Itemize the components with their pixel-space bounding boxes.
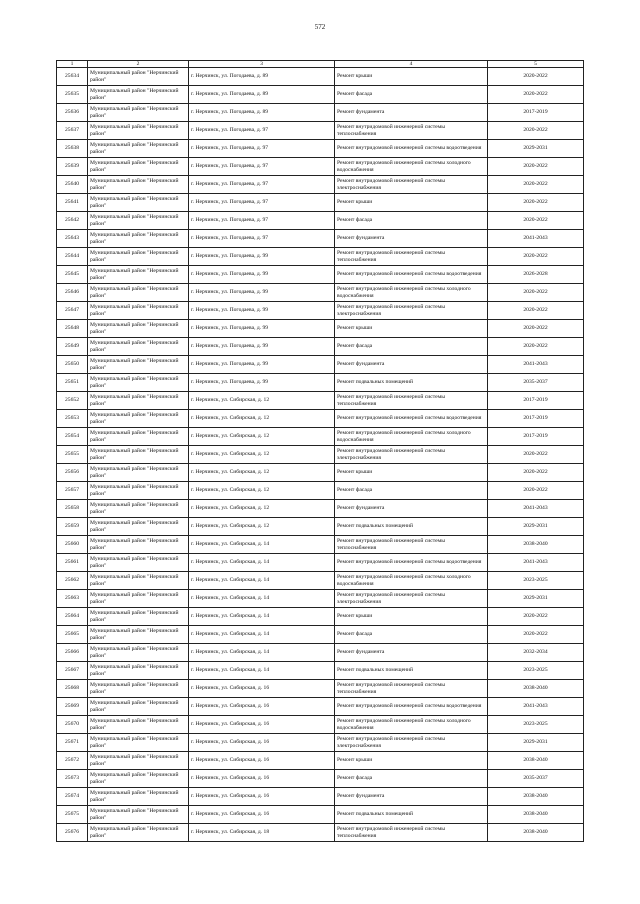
table-row [57,410,584,428]
period-cell: 2041-2043 [488,356,584,374]
period-cell: 2023-2025 [488,572,584,590]
address-cell: г. Нерчинск, ул. Сибирская, д. 16 [189,788,335,806]
period-cell: 2020-2022 [488,194,584,212]
record-id-cell: 25644 [57,248,88,266]
period-cell: 2020-2022 [488,122,584,140]
work-type-cell: Ремонт фасада [335,482,488,500]
address-cell: г. Нерчинск, ул. Сибирская, д. 16 [189,716,335,734]
work-type-cell: Ремонт фундамента [335,644,488,662]
period-cell: 2017-2019 [488,428,584,446]
municipality-cell: Муниципальный район "Нерчинский район" [88,572,189,590]
work-type-cell: Ремонт крыши [335,608,488,626]
work-type-cell: Ремонт крыши [335,464,488,482]
work-type-cell: Ремонт фундамента [335,788,488,806]
table-row [57,698,584,716]
record-id-cell: 25666 [57,644,88,662]
record-id-cell: 25669 [57,698,88,716]
address-cell: г. Нерчинск, ул. Сибирская, д. 16 [189,806,335,824]
record-id-cell: 25635 [57,86,88,104]
table-row [57,176,584,194]
work-type-cell: Ремонт внутридомовой инженерной системы водоотведения [335,410,488,428]
municipality-cell: Муниципальный район "Нерчинский район" [88,158,189,176]
period-cell: 2035-2037 [488,374,584,392]
period-cell: 2029-2031 [488,140,584,158]
table-row [57,86,584,104]
period-cell: 2020-2022 [488,626,584,644]
municipality-cell: Муниципальный район "Нерчинский район" [88,680,189,698]
work-type-cell: Ремонт внутридомовой инженерной системы теплоснабжения [335,680,488,698]
record-id-cell: 25643 [57,230,88,248]
work-type-cell: Ремонт крыши [335,68,488,86]
work-type-cell: Ремонт крыши [335,194,488,212]
municipality-cell: Муниципальный район "Нерчинский район" [88,374,189,392]
work-type-cell: Ремонт подвальных помещений [335,374,488,392]
table-row [57,608,584,626]
municipality-cell: Муниципальный район "Нерчинский район" [88,302,189,320]
address-cell: г. Нерчинск, ул. Сибирская, д. 14 [189,590,335,608]
table-row [57,518,584,536]
record-id-cell: 25661 [57,554,88,572]
municipality-cell: Муниципальный район "Нерчинский район" [88,284,189,302]
work-type-cell: Ремонт фасада [335,626,488,644]
column-number-header-row [57,61,584,68]
record-id-cell: 25667 [57,662,88,680]
record-id-cell: 25655 [57,446,88,464]
municipality-cell: Муниципальный район "Нерчинский район" [88,608,189,626]
address-cell: г. Нерчинск, ул. Погодаева, д. 99 [189,248,335,266]
municipality-cell: Муниципальный район "Нерчинский район" [88,482,189,500]
address-cell: г. Нерчинск, ул. Погодаева, д. 97 [189,230,335,248]
period-cell: 2020-2022 [488,338,584,356]
municipality-cell: Муниципальный район "Нерчинский район" [88,104,189,122]
address-cell: г. Нерчинск, ул. Сибирская, д. 16 [189,770,335,788]
address-cell: г. Нерчинск, ул. Сибирская, д. 12 [189,518,335,536]
record-id-cell: 25672 [57,752,88,770]
address-cell: г. Нерчинск, ул. Сибирская, д. 16 [189,734,335,752]
table-row [57,230,584,248]
municipality-cell: Муниципальный район "Нерчинский район" [88,644,189,662]
work-type-cell: Ремонт внутридомовой инженерной системы водоотведения [335,554,488,572]
address-cell: г. Нерчинск, ул. Сибирская, д. 14 [189,644,335,662]
work-type-cell: Ремонт крыши [335,752,488,770]
municipality-cell: Муниципальный район "Нерчинский район" [88,338,189,356]
record-id-cell: 25668 [57,680,88,698]
municipality-cell: Муниципальный район "Нерчинский район" [88,194,189,212]
work-type-cell: Ремонт внутридомовой инженерной системы холодного водоснабжения [335,284,488,302]
municipality-cell: Муниципальный район "Нерчинский район" [88,464,189,482]
record-id-cell: 25659 [57,518,88,536]
table-row [57,122,584,140]
period-cell: 2017-2019 [488,104,584,122]
municipality-cell: Муниципальный район "Нерчинский район" [88,590,189,608]
municipality-cell: Муниципальный район "Нерчинский район" [88,122,189,140]
period-cell: 2038-2040 [488,752,584,770]
record-id-cell: 25647 [57,302,88,320]
column-header-4: 4 [335,61,488,68]
municipality-cell: Муниципальный район "Нерчинский район" [88,500,189,518]
address-cell: г. Нерчинск, ул. Сибирская, д. 14 [189,536,335,554]
period-cell: 2020-2022 [488,446,584,464]
period-cell: 2023-2025 [488,662,584,680]
municipality-cell: Муниципальный район "Нерчинский район" [88,554,189,572]
municipality-cell: Муниципальный район "Нерчинский район" [88,230,189,248]
address-cell: г. Нерчинск, ул. Сибирская, д. 12 [189,392,335,410]
record-id-cell: 25658 [57,500,88,518]
work-type-cell: Ремонт фасада [335,86,488,104]
period-cell: 2041-2043 [488,698,584,716]
record-id-cell: 25663 [57,590,88,608]
table-row [57,626,584,644]
period-cell: 2020-2022 [488,212,584,230]
municipality-cell: Муниципальный район "Нерчинский район" [88,626,189,644]
work-type-cell: Ремонт внутридомовой инженерной системы теплоснабжения [335,248,488,266]
table-row [57,572,584,590]
address-cell: г. Нерчинск, ул. Погодаева, д. 99 [189,374,335,392]
work-type-cell: Ремонт фундамента [335,230,488,248]
work-type-cell: Ремонт внутридомовой инженерной системы теплоснабжения [335,824,488,842]
table-row [57,752,584,770]
period-cell: 2038-2040 [488,824,584,842]
record-id-cell: 25636 [57,104,88,122]
work-type-cell: Ремонт внутридомовой инженерной системы теплоснабжения [335,536,488,554]
work-type-cell: Ремонт внутридомовой инженерной системы электроснабжения [335,176,488,194]
work-type-cell: Ремонт подвальных помещений [335,662,488,680]
address-cell: г. Нерчинск, ул. Погодаева, д. 99 [189,266,335,284]
table-row [57,770,584,788]
record-id-cell: 25646 [57,284,88,302]
address-cell: г. Нерчинск, ул. Сибирская, д. 12 [189,410,335,428]
municipality-cell: Муниципальный район "Нерчинский район" [88,320,189,338]
table-row [57,716,584,734]
period-cell: 2038-2040 [488,680,584,698]
work-type-cell: Ремонт внутридомовой инженерной системы теплоснабжения [335,392,488,410]
municipality-cell: Муниципальный район "Нерчинский район" [88,266,189,284]
period-cell: 2038-2040 [488,788,584,806]
address-cell: г. Нерчинск, ул. Сибирская, д. 14 [189,554,335,572]
municipality-cell: Муниципальный район "Нерчинский район" [88,788,189,806]
table-row [57,662,584,680]
period-cell: 2035-2037 [488,770,584,788]
column-header-5: 5 [488,61,584,68]
address-cell: г. Нерчинск, ул. Погодаева, д. 99 [189,356,335,374]
period-cell: 2020-2022 [488,248,584,266]
record-id-cell: 25653 [57,410,88,428]
table-row [57,644,584,662]
work-type-cell: Ремонт фундамента [335,104,488,122]
address-cell: г. Нерчинск, ул. Погодаева, д. 99 [189,338,335,356]
work-type-cell: Ремонт подвальных помещений [335,806,488,824]
period-cell: 2029-2031 [488,590,584,608]
municipality-cell: Муниципальный район "Нерчинский район" [88,68,189,86]
address-cell: г. Нерчинск, ул. Погодаева, д. 97 [189,140,335,158]
address-cell: г. Нерчинск, ул. Сибирская, д. 12 [189,500,335,518]
period-cell: 2029-2031 [488,734,584,752]
table-row [57,104,584,122]
municipality-cell: Муниципальный район "Нерчинский район" [88,734,189,752]
address-cell: г. Нерчинск, ул. Погодаева, д. 97 [189,212,335,230]
period-cell: 2020-2022 [488,482,584,500]
table-row [57,212,584,230]
table-row [57,338,584,356]
table-row [57,446,584,464]
table-row [57,680,584,698]
work-type-cell: Ремонт внутридомовой инженерной системы холодного водоснабжения [335,572,488,590]
address-cell: г. Нерчинск, ул. Погодаева, д. 99 [189,284,335,302]
record-id-cell: 25645 [57,266,88,284]
municipality-cell: Муниципальный район "Нерчинский район" [88,428,189,446]
record-id-cell: 25650 [57,356,88,374]
work-type-cell: Ремонт крыши [335,320,488,338]
address-cell: г. Нерчинск, ул. Сибирская, д. 12 [189,446,335,464]
municipality-cell: Муниципальный район "Нерчинский район" [88,824,189,842]
municipality-cell: Муниципальный район "Нерчинский район" [88,176,189,194]
record-id-cell: 25665 [57,626,88,644]
table-row [57,590,584,608]
work-type-cell: Ремонт фундамента [335,500,488,518]
period-cell: 2020-2022 [488,68,584,86]
period-cell: 2038-2040 [488,536,584,554]
table-row [57,374,584,392]
table-row [57,356,584,374]
work-type-cell: Ремонт внутридомовой инженерной системы водоотведения [335,698,488,716]
table-row [57,392,584,410]
table-row [57,824,584,842]
table-row [57,320,584,338]
record-id-cell: 25651 [57,374,88,392]
municipality-cell: Муниципальный район "Нерчинский район" [88,248,189,266]
column-header-3: 3 [189,61,335,68]
record-id-cell: 25675 [57,806,88,824]
table-row [57,248,584,266]
work-type-cell: Ремонт внутридомовой инженерной системы водоотведения [335,140,488,158]
address-cell: г. Нерчинск, ул. Сибирская, д. 12 [189,428,335,446]
work-type-cell: Ремонт фасада [335,770,488,788]
period-cell: 2020-2022 [488,176,584,194]
table-row [57,482,584,500]
address-cell: г. Нерчинск, ул. Погодаева, д. 99 [189,320,335,338]
municipality-cell: Муниципальный район "Нерчинский район" [88,752,189,770]
address-cell: г. Нерчинск, ул. Погодаева, д. 99 [189,302,335,320]
work-type-cell: Ремонт фундамента [335,356,488,374]
municipality-cell: Муниципальный район "Нерчинский район" [88,446,189,464]
table-row [57,806,584,824]
record-id-cell: 25641 [57,194,88,212]
address-cell: г. Нерчинск, ул. Сибирская, д. 16 [189,680,335,698]
record-id-cell: 25642 [57,212,88,230]
record-id-cell: 25674 [57,788,88,806]
table-row [57,536,584,554]
record-id-cell: 25654 [57,428,88,446]
record-id-cell: 25676 [57,824,88,842]
work-type-cell: Ремонт внутридомовой инженерной системы электроснабжения [335,734,488,752]
work-type-cell: Ремонт фасада [335,338,488,356]
work-type-cell: Ремонт внутридомовой инженерной системы водоотведения [335,266,488,284]
table-row [57,464,584,482]
period-cell: 2041-2043 [488,230,584,248]
period-cell: 2026-2028 [488,266,584,284]
work-type-cell: Ремонт подвальных помещений [335,518,488,536]
record-id-cell: 25656 [57,464,88,482]
period-cell: 2020-2022 [488,608,584,626]
municipality-cell: Муниципальный район "Нерчинский район" [88,698,189,716]
repair-schedule-table [56,60,584,842]
address-cell: г. Нерчинск, ул. Погодаева, д. 89 [189,68,335,86]
municipality-cell: Муниципальный район "Нерчинский район" [88,212,189,230]
municipality-cell: Муниципальный район "Нерчинский район" [88,770,189,788]
record-id-cell: 25649 [57,338,88,356]
municipality-cell: Муниципальный район "Нерчинский район" [88,536,189,554]
municipality-cell: Муниципальный район "Нерчинский район" [88,662,189,680]
address-cell: г. Нерчинск, ул. Сибирская, д. 16 [189,698,335,716]
period-cell: 2023-2025 [488,716,584,734]
table-row [57,194,584,212]
address-cell: г. Нерчинск, ул. Погодаева, д. 97 [189,158,335,176]
address-cell: г. Нерчинск, ул. Погодаева, д. 89 [189,86,335,104]
address-cell: г. Нерчинск, ул. Сибирская, д. 14 [189,626,335,644]
record-id-cell: 25652 [57,392,88,410]
record-id-cell: 25638 [57,140,88,158]
address-cell: г. Нерчинск, ул. Погодаева, д. 89 [189,104,335,122]
address-cell: г. Нерчинск, ул. Сибирская, д. 14 [189,572,335,590]
table-row [57,284,584,302]
record-id-cell: 25660 [57,536,88,554]
column-header-2: 2 [88,61,189,68]
address-cell: г. Нерчинск, ул. Погодаева, д. 97 [189,176,335,194]
period-cell: 2020-2022 [488,464,584,482]
period-cell: 2020-2022 [488,158,584,176]
table-row [57,554,584,572]
municipality-cell: Муниципальный район "Нерчинский район" [88,518,189,536]
work-type-cell: Ремонт внутридомовой инженерной системы теплоснабжения [335,122,488,140]
address-cell: г. Нерчинск, ул. Сибирская, д. 12 [189,464,335,482]
address-cell: г. Нерчинск, ул. Погодаева, д. 97 [189,194,335,212]
work-type-cell: Ремонт внутридомовой инженерной системы холодного водоснабжения [335,158,488,176]
record-id-cell: 25657 [57,482,88,500]
period-cell: 2020-2022 [488,86,584,104]
municipality-cell: Муниципальный район "Нерчинский район" [88,410,189,428]
period-cell: 2017-2019 [488,392,584,410]
municipality-cell: Муниципальный район "Нерчинский район" [88,806,189,824]
record-id-cell: 25662 [57,572,88,590]
period-cell: 2029-2031 [488,518,584,536]
municipality-cell: Муниципальный район "Нерчинский район" [88,356,189,374]
table-body [57,68,584,842]
record-id-cell: 25648 [57,320,88,338]
period-cell: 2020-2022 [488,302,584,320]
record-id-cell: 25640 [57,176,88,194]
municipality-cell: Муниципальный район "Нерчинский район" [88,716,189,734]
table-row [57,266,584,284]
table-row [57,140,584,158]
period-cell: 2041-2043 [488,554,584,572]
record-id-cell: 25637 [57,122,88,140]
record-id-cell: 25664 [57,608,88,626]
work-type-cell: Ремонт внутридомовой инженерной системы электроснабжения [335,446,488,464]
work-type-cell: Ремонт внутридомовой инженерной системы электроснабжения [335,302,488,320]
table-row [57,428,584,446]
address-cell: г. Нерчинск, ул. Сибирская, д. 16 [189,752,335,770]
municipality-cell: Муниципальный район "Нерчинский район" [88,392,189,410]
table-row [57,158,584,176]
table-row [57,68,584,86]
table-row [57,788,584,806]
page-number: 572 [314,23,326,31]
work-type-cell: Ремонт внутридомовой инженерной системы холодного водоснабжения [335,716,488,734]
period-cell: 2041-2043 [488,500,584,518]
municipality-cell: Муниципальный район "Нерчинский район" [88,86,189,104]
work-type-cell: Ремонт внутридомовой инженерной системы холодного водоснабжения [335,428,488,446]
work-type-cell: Ремонт фасада [335,212,488,230]
period-cell: 2032-2034 [488,644,584,662]
record-id-cell: 25670 [57,716,88,734]
period-cell: 2038-2040 [488,806,584,824]
period-cell: 2020-2022 [488,284,584,302]
column-header-1: 1 [57,61,88,68]
address-cell: г. Нерчинск, ул. Погодаева, д. 97 [189,122,335,140]
period-cell: 2020-2022 [488,320,584,338]
record-id-cell: 25634 [57,68,88,86]
record-id-cell: 25671 [57,734,88,752]
record-id-cell: 25639 [57,158,88,176]
record-id-cell: 25673 [57,770,88,788]
work-type-cell: Ремонт внутридомовой инженерной системы электроснабжения [335,590,488,608]
address-cell: г. Нерчинск, ул. Сибирская, д. 14 [189,608,335,626]
address-cell: г. Нерчинск, ул. Сибирская, д. 12 [189,482,335,500]
municipality-cell: Муниципальный район "Нерчинский район" [88,140,189,158]
period-cell: 2017-2019 [488,410,584,428]
table-row [57,302,584,320]
address-cell: г. Нерчинск, ул. Сибирская, д. 18 [189,824,335,842]
table-row [57,734,584,752]
table-row [57,500,584,518]
address-cell: г. Нерчинск, ул. Сибирская, д. 14 [189,662,335,680]
